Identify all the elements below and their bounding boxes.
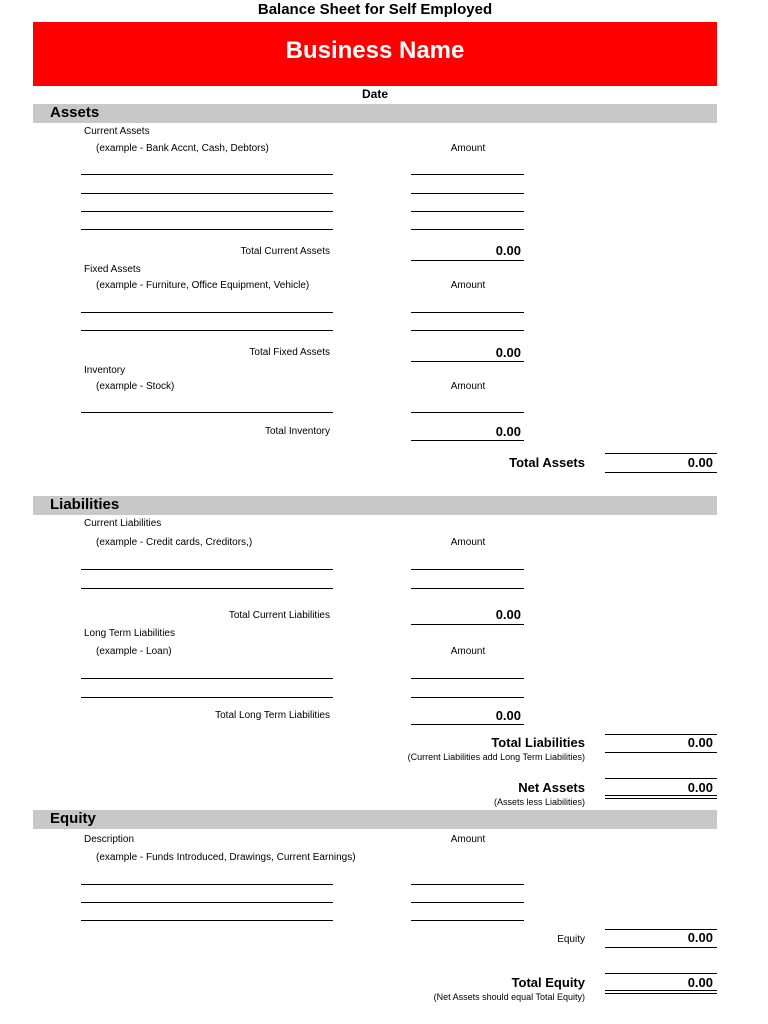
liabilities-heading: Liabilities <box>50 496 120 513</box>
current-assets-amount-line-1[interactable] <box>411 174 524 175</box>
assets-section-bar <box>33 104 717 123</box>
inventory-label: Inventory <box>84 365 126 376</box>
total-equity-note: (Net Assets should equal Total Equity) <box>433 992 585 1002</box>
total-current-liabilities-value: 0.00 <box>495 607 521 622</box>
equity-desc-line-2[interactable] <box>81 902 333 903</box>
page-title: Balance Sheet for Self Employed <box>257 1 493 18</box>
current-liabilities-desc-line-1[interactable] <box>81 569 333 570</box>
equity-sub-bottom-line <box>605 947 717 948</box>
long-term-liabilities-amount-line-2[interactable] <box>411 697 524 698</box>
total-equity-top-line <box>605 973 717 974</box>
fixed-assets-label: Fixed Assets <box>84 264 141 275</box>
current-assets-desc-line-4[interactable] <box>81 229 333 230</box>
total-liabilities-note: (Current Liabilities add Long Term Liabilities) <box>407 752 585 762</box>
net-assets-value: 0.00 <box>687 780 713 795</box>
total-current-liabilities-line <box>411 624 524 625</box>
total-current-assets-line <box>411 260 524 261</box>
equity-sub-label: Equity <box>557 934 585 945</box>
total-current-assets-label: Total Current Assets <box>240 246 330 257</box>
current-assets-amount-line-4[interactable] <box>411 229 524 230</box>
current-liabilities-amount-header: Amount <box>450 537 486 548</box>
net-assets-double-line <box>605 795 717 799</box>
fixed-assets-amount-header: Amount <box>450 280 486 291</box>
equity-amount-line-3[interactable] <box>411 920 524 921</box>
equity-amount-header: Amount <box>450 834 486 845</box>
fixed-assets-example: (example - Furniture, Office Equipment, Vehicle) <box>96 280 310 291</box>
total-equity-double-line <box>605 990 717 994</box>
current-assets-label: Current Assets <box>84 126 150 137</box>
total-long-term-liabilities-label: Total Long Term Liabilities <box>215 710 330 721</box>
long-term-liabilities-amount-line-1[interactable] <box>411 678 524 679</box>
total-inventory-line <box>411 440 524 441</box>
current-assets-desc-line-3[interactable] <box>81 211 333 212</box>
equity-example: (example - Funds Introduced, Drawings, Current Earnings) <box>96 852 356 863</box>
equity-amount-line-2[interactable] <box>411 902 524 903</box>
total-assets-value: 0.00 <box>687 455 713 470</box>
total-fixed-assets-value: 0.00 <box>495 345 521 360</box>
inventory-example: (example - Stock) <box>96 381 175 392</box>
inventory-amount-line-1[interactable] <box>411 412 524 413</box>
total-inventory-value: 0.00 <box>495 424 521 439</box>
total-assets-label: Total Assets <box>509 455 585 470</box>
total-fixed-assets-label: Total Fixed Assets <box>249 347 330 358</box>
fixed-assets-desc-line-2[interactable] <box>81 330 333 331</box>
equity-desc-line-3[interactable] <box>81 920 333 921</box>
current-assets-amount-header: Amount <box>450 143 486 154</box>
net-assets-label: Net Assets <box>518 780 585 795</box>
total-inventory-label: Total Inventory <box>264 426 330 437</box>
equity-description-label: Description <box>84 834 135 845</box>
long-term-liabilities-desc-line-1[interactable] <box>81 678 333 679</box>
current-liabilities-label: Current Liabilities <box>84 518 162 529</box>
equity-sub-value: 0.00 <box>687 930 713 945</box>
current-liabilities-amount-line-1[interactable] <box>411 569 524 570</box>
business-name-field[interactable]: Business Name <box>285 37 465 64</box>
long-term-liabilities-example: (example - Loan) <box>96 646 172 657</box>
total-current-liabilities-label: Total Current Liabilities <box>228 610 330 621</box>
current-assets-amount-line-2[interactable] <box>411 193 524 194</box>
fixed-assets-amount-line-1[interactable] <box>411 312 524 313</box>
total-long-term-liabilities-line <box>411 724 524 725</box>
current-assets-amount-line-3[interactable] <box>411 211 524 212</box>
current-assets-desc-line-1[interactable] <box>81 174 333 175</box>
fixed-assets-desc-line-1[interactable] <box>81 312 333 313</box>
total-fixed-assets-line <box>411 361 524 362</box>
equity-desc-line-1[interactable] <box>81 884 333 885</box>
liabilities-section-bar <box>33 496 717 515</box>
equity-heading: Equity <box>50 810 96 827</box>
total-equity-value: 0.00 <box>687 975 713 990</box>
total-assets-top-line <box>605 453 717 454</box>
total-current-assets-value: 0.00 <box>495 243 521 258</box>
equity-amount-line-1[interactable] <box>411 884 524 885</box>
total-liabilities-bottom-line <box>605 752 717 753</box>
total-liabilities-value: 0.00 <box>687 735 713 750</box>
fixed-assets-amount-line-2[interactable] <box>411 330 524 331</box>
inventory-desc-line-1[interactable] <box>81 412 333 413</box>
long-term-liabilities-amount-header: Amount <box>450 646 486 657</box>
total-liabilities-label: Total Liabilities <box>491 735 585 750</box>
current-liabilities-amount-line-2[interactable] <box>411 588 524 589</box>
current-assets-desc-line-2[interactable] <box>81 193 333 194</box>
total-equity-label: Total Equity <box>511 975 585 990</box>
current-liabilities-desc-line-2[interactable] <box>81 588 333 589</box>
date-field[interactable]: Date <box>361 87 388 101</box>
total-long-term-liabilities-value: 0.00 <box>495 708 521 723</box>
long-term-liabilities-label: Long Term Liabilities <box>84 628 175 639</box>
current-assets-example: (example - Bank Accnt, Cash, Debtors) <box>96 143 269 154</box>
equity-section-bar <box>33 810 717 829</box>
net-assets-top-line <box>605 778 717 779</box>
long-term-liabilities-desc-line-2[interactable] <box>81 697 333 698</box>
assets-heading: Assets <box>50 104 100 121</box>
total-assets-bottom-line <box>605 472 717 473</box>
inventory-amount-header: Amount <box>450 381 486 392</box>
net-assets-note: (Assets less Liabilities) <box>493 797 585 807</box>
current-liabilities-example: (example - Credit cards, Creditors,) <box>96 537 253 548</box>
